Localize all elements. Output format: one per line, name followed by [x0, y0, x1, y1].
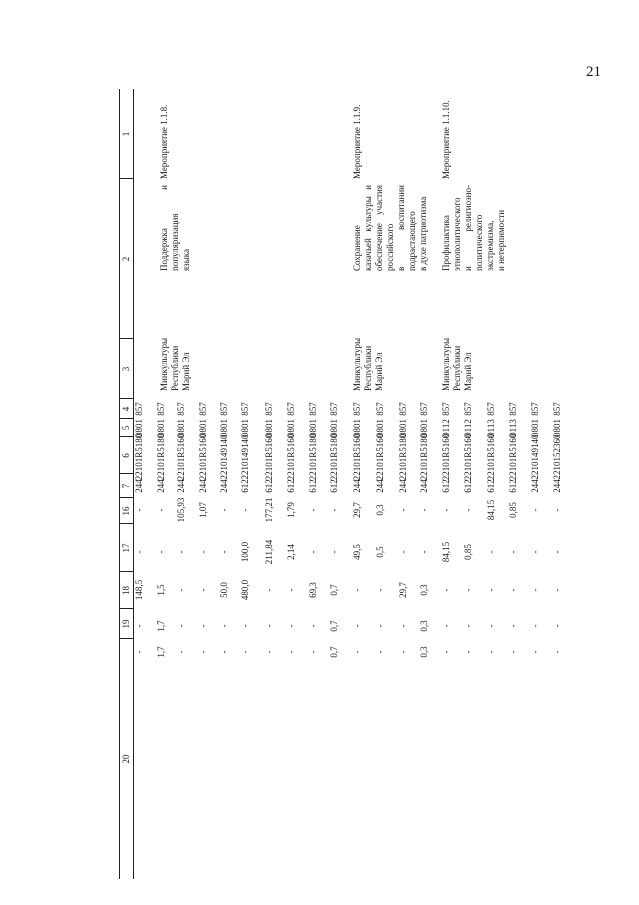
cell-c17: 2,14 — [286, 544, 296, 560]
column-header-16: 16 — [121, 506, 131, 516]
description-line: и нетерпимости — [496, 209, 506, 271]
description-line: подрастающего — [407, 211, 417, 271]
cell-c20: - — [198, 650, 208, 654]
cell-c6: 2210149140 — [219, 434, 229, 480]
header-divider — [119, 338, 133, 339]
header-divider — [119, 608, 133, 609]
cell-c4: 857 — [219, 402, 229, 416]
cell-c4: 857 — [352, 402, 362, 416]
cell-c20: - — [352, 650, 362, 654]
cell-c19: - — [352, 624, 362, 628]
cell-c18: 480,0 — [240, 579, 250, 601]
column-header-7: 7 — [121, 483, 131, 489]
description-line: политического — [474, 214, 484, 271]
cell-c4: 857 — [240, 402, 250, 416]
cell-c19: - — [530, 624, 540, 628]
cell-c17: 0,5 — [375, 546, 385, 558]
cell-c7: 244 — [375, 479, 385, 493]
cell-c7: 612 — [240, 479, 250, 493]
cell-c18: - — [198, 588, 208, 592]
cell-c17: - — [308, 550, 318, 554]
activity-description — [352, 185, 429, 271]
ministry-line: Минкультуры — [352, 337, 362, 391]
cell-c4: 857 — [176, 402, 186, 416]
cell-c16: 29,7 — [352, 502, 362, 518]
cell-c6: 22101R5180 — [134, 433, 144, 481]
cell-c5: 0801 — [264, 419, 274, 437]
cell-c17: 49,5 — [352, 544, 362, 560]
cell-c4: 857 — [463, 402, 473, 416]
cell-c18: - — [530, 588, 540, 592]
cell-c6: 22101R5180 — [156, 433, 166, 481]
cell-c20: - — [441, 650, 451, 654]
cell-c6: 22101R5160 — [264, 433, 274, 481]
cell-c16: 84,15 — [486, 499, 496, 521]
column-header-2: 2 — [121, 256, 131, 262]
cell-c20: - — [219, 650, 229, 654]
description-line: экстремизма, — [485, 220, 495, 271]
cell-c20: - — [530, 650, 540, 654]
cell-c17: - — [419, 550, 429, 554]
cell-c4: 857 — [308, 402, 318, 416]
column-header-4: 4 — [121, 406, 131, 412]
cell-c7: 244 — [176, 479, 186, 493]
cell-c5: 0113 — [508, 419, 518, 437]
cell-c5: 0112 — [441, 419, 451, 437]
cell-c20: - — [134, 650, 144, 654]
cell-c4: 857 — [329, 402, 339, 416]
ministry-line: Марий Эл — [463, 352, 473, 391]
cell-c18: 0,3 — [419, 584, 429, 596]
cell-c6: 22101R5180 — [329, 433, 339, 481]
cell-c16: - — [441, 508, 451, 512]
cell-c19: - — [176, 624, 186, 628]
cell-c6: 22101R5160 — [176, 433, 186, 481]
header-divider — [119, 418, 133, 419]
cell-c18: - — [441, 588, 451, 592]
cell-c7: 244 — [219, 479, 229, 493]
cell-c6: 22101R5160 — [463, 433, 473, 481]
ministry-line: Минкультуры — [159, 337, 169, 391]
cell-c17: - — [156, 550, 166, 554]
cell-c5: 0801 — [329, 419, 339, 437]
rotated-budget-table — [119, 89, 562, 879]
header-divider — [119, 523, 133, 524]
cell-c17: - — [398, 550, 408, 554]
cell-c19: - — [508, 624, 518, 628]
cell-c16: - — [308, 508, 318, 512]
column-header-18: 18 — [121, 586, 131, 595]
cell-c20: - — [286, 650, 296, 654]
cell-c4: 857 — [419, 402, 429, 416]
cell-c17: - — [486, 550, 496, 554]
cell-c20: - — [552, 650, 562, 654]
cell-c7: 612 — [264, 479, 274, 493]
header-divider — [119, 178, 133, 179]
cell-c17: - — [508, 550, 518, 554]
cell-c19: - — [219, 624, 229, 628]
cell-c20: - — [308, 650, 318, 654]
ministry-line: Республики — [170, 345, 180, 391]
cell-c17: - — [176, 550, 186, 554]
cell-c4: 857 — [398, 402, 408, 416]
cell-c7: 244 — [530, 479, 540, 493]
cell-c7: 244 — [352, 479, 362, 493]
cell-c17: - — [530, 550, 540, 554]
cell-c5: 0801 — [398, 419, 408, 437]
column-header-17: 17 — [121, 543, 131, 553]
column-header-1: 1 — [121, 131, 131, 137]
cell-c7: 612 — [508, 479, 518, 493]
cell-c18: - — [176, 588, 186, 592]
cell-c18: 0,7 — [329, 584, 339, 596]
cell-c5: 0801 — [530, 419, 540, 437]
cell-c18: 50,0 — [219, 582, 229, 598]
cell-c20: 1,7 — [156, 646, 166, 658]
header-divider — [119, 571, 133, 572]
ministry-line: Республики — [363, 345, 373, 391]
cell-c19: - — [286, 624, 296, 628]
page-number: 21 — [586, 64, 601, 80]
cell-c7: 244 — [156, 479, 166, 493]
cell-c5: 0801 — [134, 419, 144, 437]
cell-c6: 2210149140 — [240, 434, 250, 480]
cell-c16: - — [329, 508, 339, 512]
cell-c5: 0801 — [176, 419, 186, 437]
ministry-line: Марий Эл — [374, 352, 384, 391]
cell-c19: - — [486, 624, 496, 628]
cell-c4: 857 — [552, 402, 562, 416]
cell-c6: 2210152360 — [552, 434, 562, 480]
cell-c17: - — [134, 550, 144, 554]
cell-c16: 1,79 — [286, 502, 296, 518]
cell-c6: 2210149140 — [530, 434, 540, 480]
cell-c4: 857 — [441, 402, 451, 416]
cell-c18: - — [286, 588, 296, 592]
cell-c19: - — [134, 624, 144, 628]
cell-c7: 612 — [286, 479, 296, 493]
cell-c19: - — [375, 624, 385, 628]
cell-c19: - — [552, 624, 562, 628]
cell-c16: - — [552, 508, 562, 512]
cell-c4: 857 — [264, 402, 274, 416]
cell-c4: 857 — [286, 402, 296, 416]
cell-c5: 0801 — [352, 419, 362, 437]
cell-c7: 612 — [329, 479, 339, 493]
cell-c19: - — [441, 624, 451, 628]
cell-c6: 22101R5180 — [419, 433, 429, 481]
cell-c7: 612 — [463, 479, 473, 493]
cell-c20: - — [240, 650, 250, 654]
cell-c17: - — [329, 550, 339, 554]
cell-c6: 22101R5160 — [286, 433, 296, 481]
cell-c18: 29,7 — [398, 582, 408, 598]
cell-c16: - — [134, 508, 144, 512]
cell-c20: - — [486, 650, 496, 654]
cell-c18: - — [375, 588, 385, 592]
column-header-5: 5 — [121, 425, 131, 431]
cell-c5: 0801 — [286, 419, 296, 437]
cell-c19: - — [264, 624, 274, 628]
cell-c19: - — [198, 624, 208, 628]
cell-c20: - — [463, 650, 473, 654]
cell-c7: 244 — [552, 479, 562, 493]
column-header-3: 3 — [121, 366, 131, 372]
cell-c5: 0113 — [486, 419, 496, 437]
cell-c16: 1,07 — [198, 502, 208, 518]
cell-c19: - — [240, 624, 250, 628]
cell-c16: 0,3 — [375, 504, 385, 516]
cell-c5: 0801 — [240, 419, 250, 437]
description-line: Сохранение — [352, 225, 362, 271]
cell-c4: 857 — [530, 402, 540, 416]
header-divider — [119, 497, 133, 498]
cell-c18: 148,5 — [134, 579, 144, 601]
description-line: российского — [385, 223, 395, 271]
cell-c7: 244 — [398, 479, 408, 493]
description-line: популяризация — [170, 213, 180, 271]
description-line: в воспитании — [396, 185, 406, 271]
cell-c4: 857 — [134, 402, 144, 416]
responsible-ministry — [159, 329, 192, 391]
cell-c17: 84,15 — [441, 541, 451, 563]
cell-c7: 612 — [441, 479, 451, 493]
cell-c7: 612 — [486, 479, 496, 493]
cell-c6: 22101R5180 — [398, 433, 408, 481]
cell-c7: 244 — [419, 479, 429, 493]
cell-c5: 0801 — [375, 419, 385, 437]
cell-c16: - — [398, 508, 408, 512]
cell-c19: - — [308, 624, 318, 628]
ministry-line: Минкультуры — [441, 337, 451, 391]
cell-c18: - — [463, 588, 473, 592]
cell-c20: - — [375, 650, 385, 654]
cell-c16: - — [419, 508, 429, 512]
cell-c18: 1,5 — [156, 584, 166, 596]
cell-c17: 0,85 — [463, 544, 473, 560]
cell-c19: 0,7 — [329, 620, 339, 632]
cell-c17: - — [198, 550, 208, 554]
cell-c17: 100,0 — [240, 541, 250, 563]
cell-c19: 1,7 — [156, 620, 166, 632]
cell-c16: - — [530, 508, 540, 512]
cell-c5: 0801 — [419, 419, 429, 437]
description-line: языка — [181, 249, 191, 271]
cell-c4: 857 — [375, 402, 385, 416]
header-divider — [119, 473, 133, 474]
cell-c18: - — [352, 588, 362, 592]
cell-c20: - — [398, 650, 408, 654]
cell-c4: 857 — [508, 402, 518, 416]
cell-c6: 22101R5180 — [308, 433, 318, 481]
cell-c5: 0801 — [219, 419, 229, 437]
cell-c20: - — [176, 650, 186, 654]
description-line: и религиозно- — [463, 185, 473, 271]
description-line: обеспечение участия — [374, 185, 384, 271]
cell-c6: 22101R5160 — [198, 433, 208, 481]
cell-c6: 22101R5160 — [441, 433, 451, 481]
cell-c5: 0112 — [463, 419, 473, 437]
cell-c4: 857 — [156, 402, 166, 416]
cell-c17: - — [219, 550, 229, 554]
responsible-ministry — [441, 329, 474, 391]
cell-c6: 22101R5160 — [508, 433, 518, 481]
cell-c19: - — [398, 624, 408, 628]
cell-c18: - — [508, 588, 518, 592]
column-header-20: 20 — [121, 754, 131, 764]
header-divider — [119, 436, 133, 437]
cell-c5: 0801 — [198, 419, 208, 437]
activity-description — [159, 185, 192, 271]
cell-c20: 0,3 — [419, 646, 429, 658]
cell-c7: 244 — [134, 479, 144, 493]
header-divider — [119, 638, 133, 639]
cell-c17: 211,84 — [264, 539, 274, 565]
cell-c6: 22101R5160 — [375, 433, 385, 481]
ministry-line: Марий Эл — [181, 352, 191, 391]
cell-c16: - — [240, 508, 250, 512]
cell-c18: - — [486, 588, 496, 592]
column-header-6: 6 — [121, 453, 131, 458]
cell-c5: 0801 — [308, 419, 318, 437]
cell-c7: 244 — [198, 479, 208, 493]
cell-c4: 857 — [198, 402, 208, 416]
description-line: Профилактика — [441, 215, 451, 271]
description-line: этнополитического — [452, 197, 462, 271]
cell-c5: 0801 — [552, 419, 562, 437]
cell-c6: 22101R5160 — [352, 433, 362, 481]
cell-c17: - — [552, 550, 562, 554]
cell-c16: - — [463, 508, 473, 512]
cell-c6: 22101R5160 — [486, 433, 496, 481]
cell-c18: - — [552, 588, 562, 592]
description-line: Поддержка и — [159, 185, 169, 271]
cell-c4: 857 — [486, 402, 496, 416]
cell-c5: 0801 — [156, 419, 166, 437]
cell-c18: - — [264, 588, 274, 592]
header-divider — [119, 398, 133, 399]
cell-c19: - — [463, 624, 473, 628]
activity-code: Мероприятие 1.1.9. — [352, 104, 362, 179]
cell-c16: 105,93 — [176, 497, 186, 523]
activity-description — [441, 185, 507, 271]
cell-c16: - — [156, 508, 166, 512]
cell-c16: 177,21 — [264, 497, 274, 523]
cell-c19: 0,3 — [419, 620, 429, 632]
cell-c16: - — [219, 508, 229, 512]
ministry-line: Республики — [452, 345, 462, 391]
cell-c7: 612 — [308, 479, 318, 493]
activity-code: Мероприятие 1.1.8. — [159, 104, 169, 179]
cell-c20: 0,7 — [329, 646, 339, 658]
cell-c20: - — [264, 650, 274, 654]
cell-c20: - — [508, 650, 518, 654]
description-line: в духе патриотизма — [418, 196, 428, 271]
responsible-ministry — [352, 329, 385, 391]
column-header-19: 19 — [121, 619, 131, 629]
description-line: казачьей культуры и — [363, 185, 373, 271]
activity-code: Мероприятие 1.1.10. — [441, 100, 451, 179]
cell-c18: 69,3 — [308, 582, 318, 598]
cell-c16: 0,85 — [508, 502, 518, 518]
